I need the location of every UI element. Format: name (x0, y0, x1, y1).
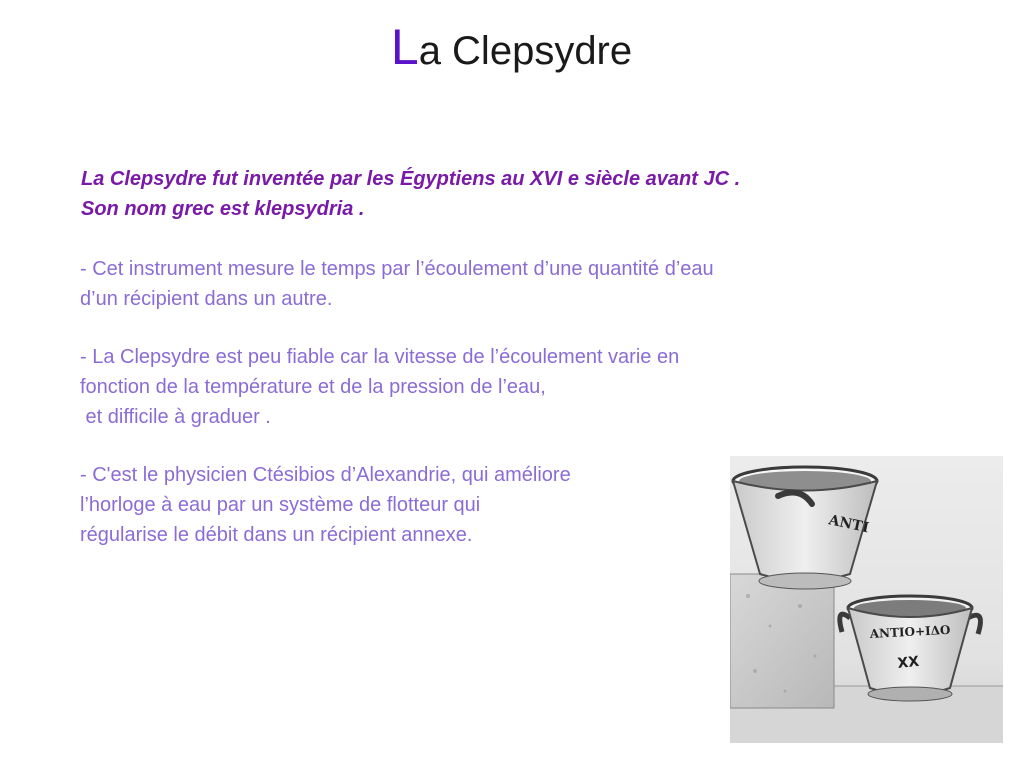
paragraph-line: fonction de la température et de la pression de l’eau, (80, 376, 546, 398)
paragraph-line: - La Clepsydre est peu fiable car la vitesse de l’écoulement varie en (80, 346, 680, 368)
clepsydra-illustration (730, 456, 1003, 743)
paragraph-line: - C'est le physicien Ctésibios d’Alexandrie, qui améliore (80, 464, 571, 486)
upper-inscription: ANTI (827, 512, 871, 537)
paragraph-reliability (80, 342, 910, 432)
paragraph-measure (80, 254, 910, 314)
slide-title (0, 18, 1023, 76)
stone-block (730, 574, 834, 708)
intro-line: La Clepsydre fut inventée par les Égyptiens au XVI e siècle avant JC . (81, 168, 741, 190)
title-rest: a Clepsydre (418, 29, 633, 73)
clepsydra-photo (730, 456, 1003, 743)
title-first-letter: L (390, 19, 419, 75)
paragraph-line: d’un récipient dans un autre. (80, 288, 333, 310)
paragraph-line: - Cet instrument mesure le temps par l’écoulement d’une quantité d’eau (80, 258, 714, 280)
intro-line: Son nom grec est klepsydria . (81, 198, 365, 220)
intro-text (81, 164, 981, 224)
lower-mark: XX (896, 653, 920, 672)
paragraph-line: et difficile à graduer . (80, 406, 271, 428)
lower-inscription: ANTIO+IΔO (869, 622, 951, 641)
paragraph-line: régularise le débit dans un récipient annexe. (80, 524, 473, 546)
paragraph-line: l’horloge à eau par un système de flotteur qui (80, 494, 481, 516)
